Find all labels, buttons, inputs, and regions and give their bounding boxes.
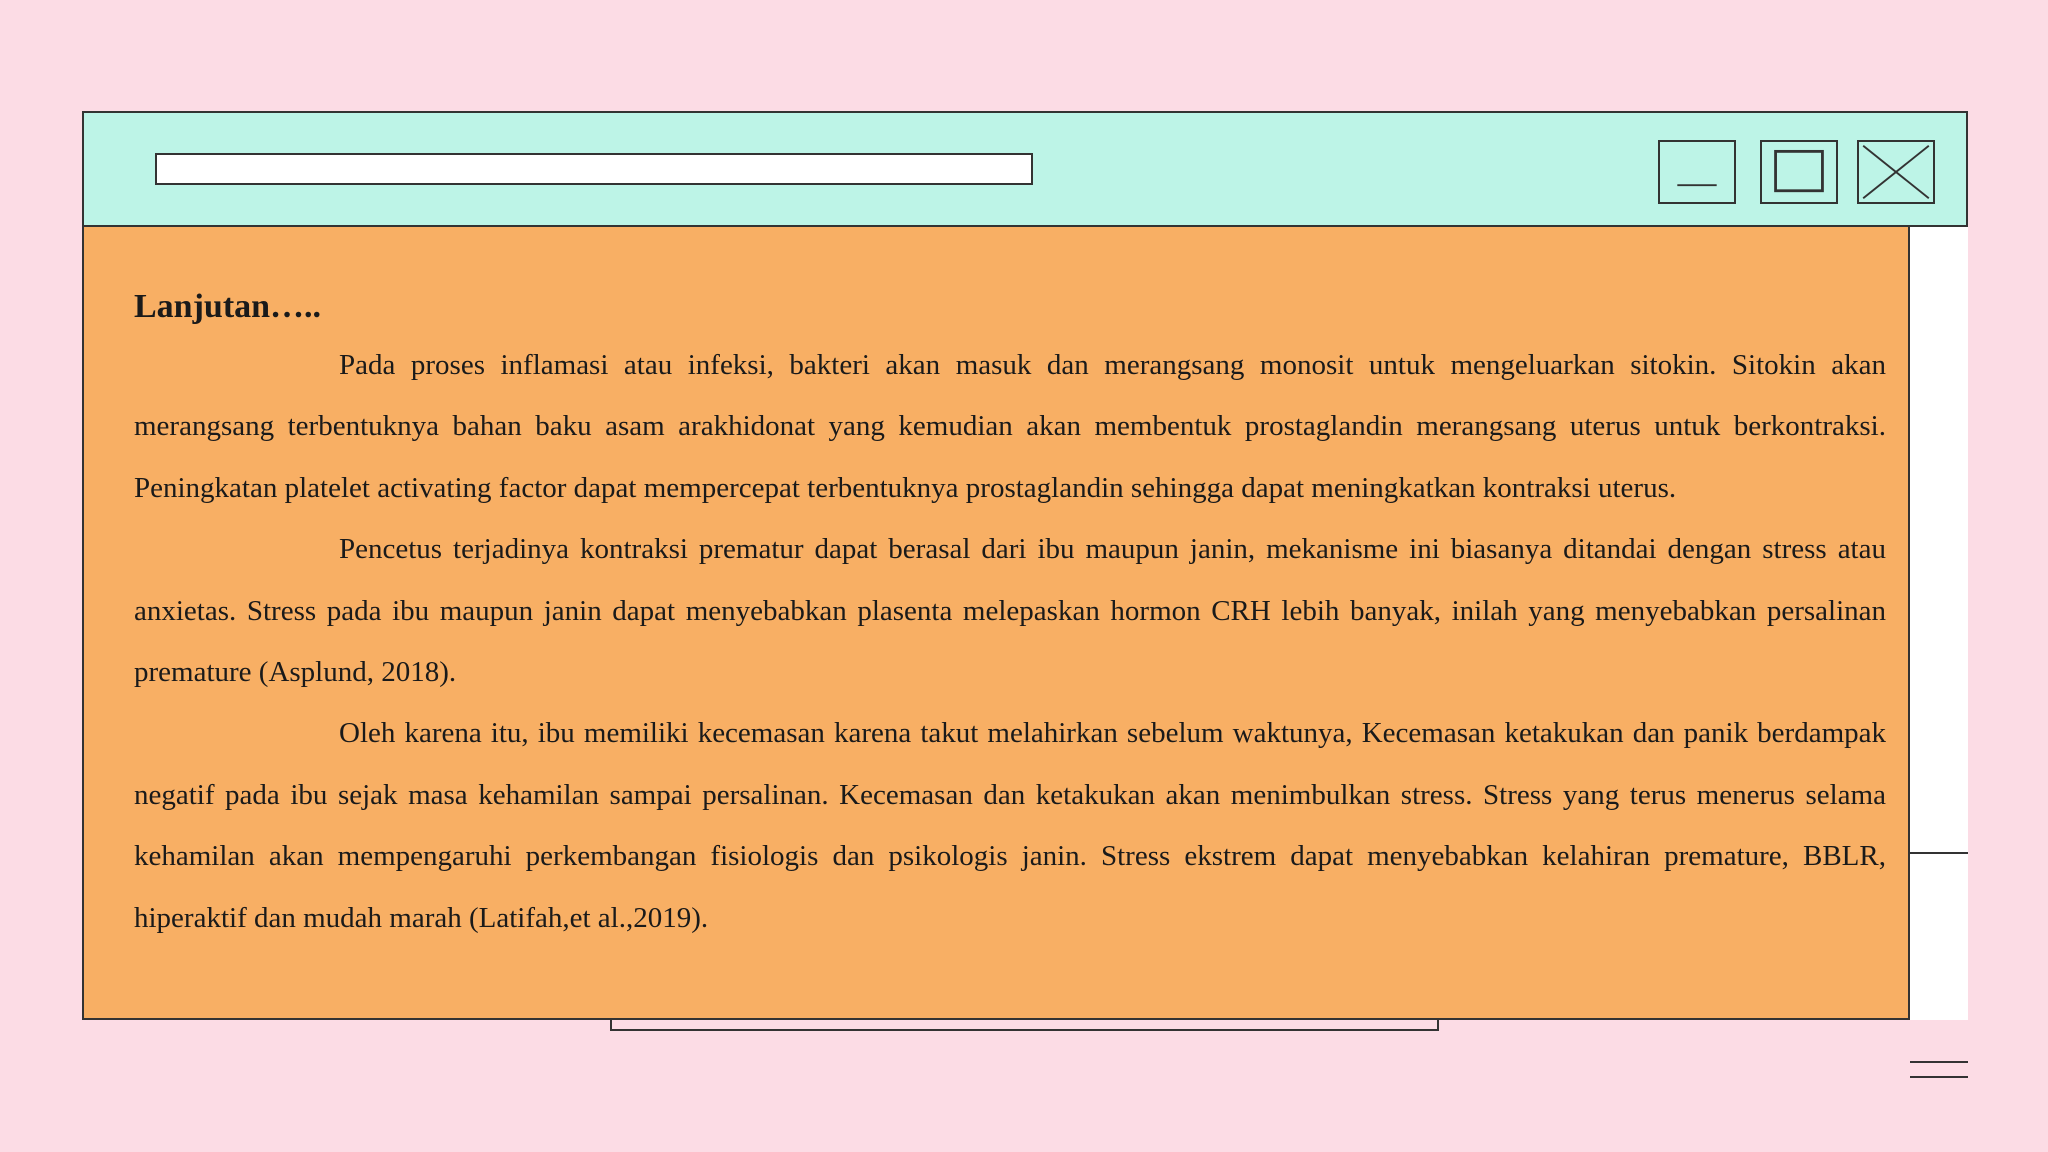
- app-window: [82, 111, 1968, 1020]
- maximize-button[interactable]: [1760, 140, 1838, 204]
- address-bar[interactable]: [155, 153, 1033, 185]
- title-bar: [84, 113, 1966, 227]
- close-icon: [1859, 142, 1933, 202]
- paragraph: Pada proses inflamasi atau infeksi, bakteri akan masuk dan merangsang monosit untuk mengeluarkan sitokin. Sitokin akan merangsang terbentuknya bahan baku asam arakhidonat yang kemudian akan membentuk prostaglandin merangsang uterus untuk berkontraksi. Peningkatan platelet activating factor dapat mempercepat terbentuknya prostaglandin sehingga dapat meningkatkan kontraksi uterus.: [134, 349, 1886, 504]
- paragraph: Pencetus terjadinya kontraksi prematur dapat berasal dari ibu maupun janin, mekanisme ini biasanya ditandai dengan stress atau anxietas. Stress pada ibu maupun janin dapat menyebabkan plasenta melepaskan hormon CRH lebih banyak, inilah yang menyebabkan persalinan premature (Asplund, 2018).: [134, 533, 1886, 689]
- scrollbar-divider: [1910, 852, 1968, 854]
- maximize-icon: [1762, 142, 1836, 202]
- minimize-button[interactable]: [1658, 140, 1736, 204]
- scrollbar-divider: [1910, 1076, 1968, 1078]
- paragraph: Oleh karena itu, ibu memiliki kecemasan karena takut melahirkan sebelum waktunya, Kecemasan ketakukan dan panik berdampak negatif pada ibu sejak masa kehamilan sampai persalinan. Kecemasan dan ketakukan akan menimbulkan stress. Stress yang terus menerus selama kehamilan akan mempengaruhi perkembangan fisiologis dan psikologis janin. Stress ekstrem dapat menyebabkan kelahiran premature, BBLR, hiperaktif dan mudah marah (Latifah,et al.,2019).: [134, 717, 1886, 934]
- close-button[interactable]: [1857, 140, 1935, 204]
- vertical-scrollbar[interactable]: [1908, 227, 1968, 1020]
- document-content: [134, 283, 1886, 949]
- scrollbar-divider: [1910, 1061, 1968, 1063]
- document-heading: Lanjutan…..: [134, 288, 322, 325]
- minimize-icon: [1660, 142, 1734, 202]
